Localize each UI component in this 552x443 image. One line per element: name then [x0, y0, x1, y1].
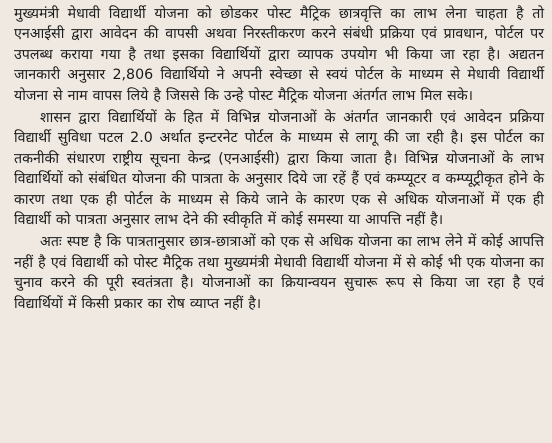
paragraph-portal-process: शासन द्वारा विद्यार्थियों के हित में विभिन्न योजनाओं के अंतर्गत जानकारी एवं आवेदन प्रक्रिया विद्यार्थी सुविधा पटल 2.0 अर्थात इन्टरनेट पोर्टल के माध्यम से लागू की जा रही है। इस पोर्टल का तकनीकी संधारण राष्ट्रीय सूचना केन्द्र (एनआईसी) द्वारा किया जाता है। विभिन्न योजनाओं के लाभ विद्यार्थियों को संबंधित योजना की पात्रता के अनुसार दिये जा रहें हैं एवं कम्प्यूटर व कम्प्यूट्रीकृत होने के कारण तथा एक ही पोर्टल के माध्यम से किये जाने के कारण एक से अधिक योजनाओं में एक ही विद्यार्थी को पात्रता अनुसार लाभ देने की स्वीकृति में कोई समस्या या आपत्ति नहीं है। — [14, 110, 544, 229]
paragraph-withdrawal-provision: मुख्यमंत्री मेधावी विद्यार्थी योजना को छोडकर पोस्ट मैट्रिक छात्रवृत्ति का लाभ लेना चाहता है तो एनआईसी द्वारा आवेदन की वापसी अथवा निरस्तीकरण करने संबंधी प्रक्रिया एवं प्रावधान, पोर्टल पर उपलब्ध कराया गया है तथा इसका विद्यार्थियों द्वारा व्यापक उपयोग भी किया जा रहा है। अद्यतन जानकारी अनुसार 2,806 विद्यार्थियो ने अपनी स्वेच्छा से स्वयं पोर्टल के माध्यम से मेधावी विद्यार्थी योजना से नाम वापस लिये है जिससे कि उन्हे पोस्ट मैट्रिक योजना अंतर्गत लाभ मिल सके। — [14, 6, 544, 104]
paragraph-conclusion: अतः स्पष्ट है कि पात्रतानुसार छात्र-छात्राओं को एक से अधिक योजना का लाभ लेने में कोई आपत्ति नहीं है एवं विद्यार्थी को पोस्ट मैट्रिक तथा मुख्यमंत्री मेधावी विद्यार्थी योजना में से कोई भी एक योजना का चुनाव करने की पूरी स्वतंत्रता है। योजनाओं का क्रियान्वयन सुचारू रूप से किया जा रहा है एवं विद्यार्थियों में किसी प्रकार का रोष व्याप्त नहीं है। — [14, 234, 544, 312]
